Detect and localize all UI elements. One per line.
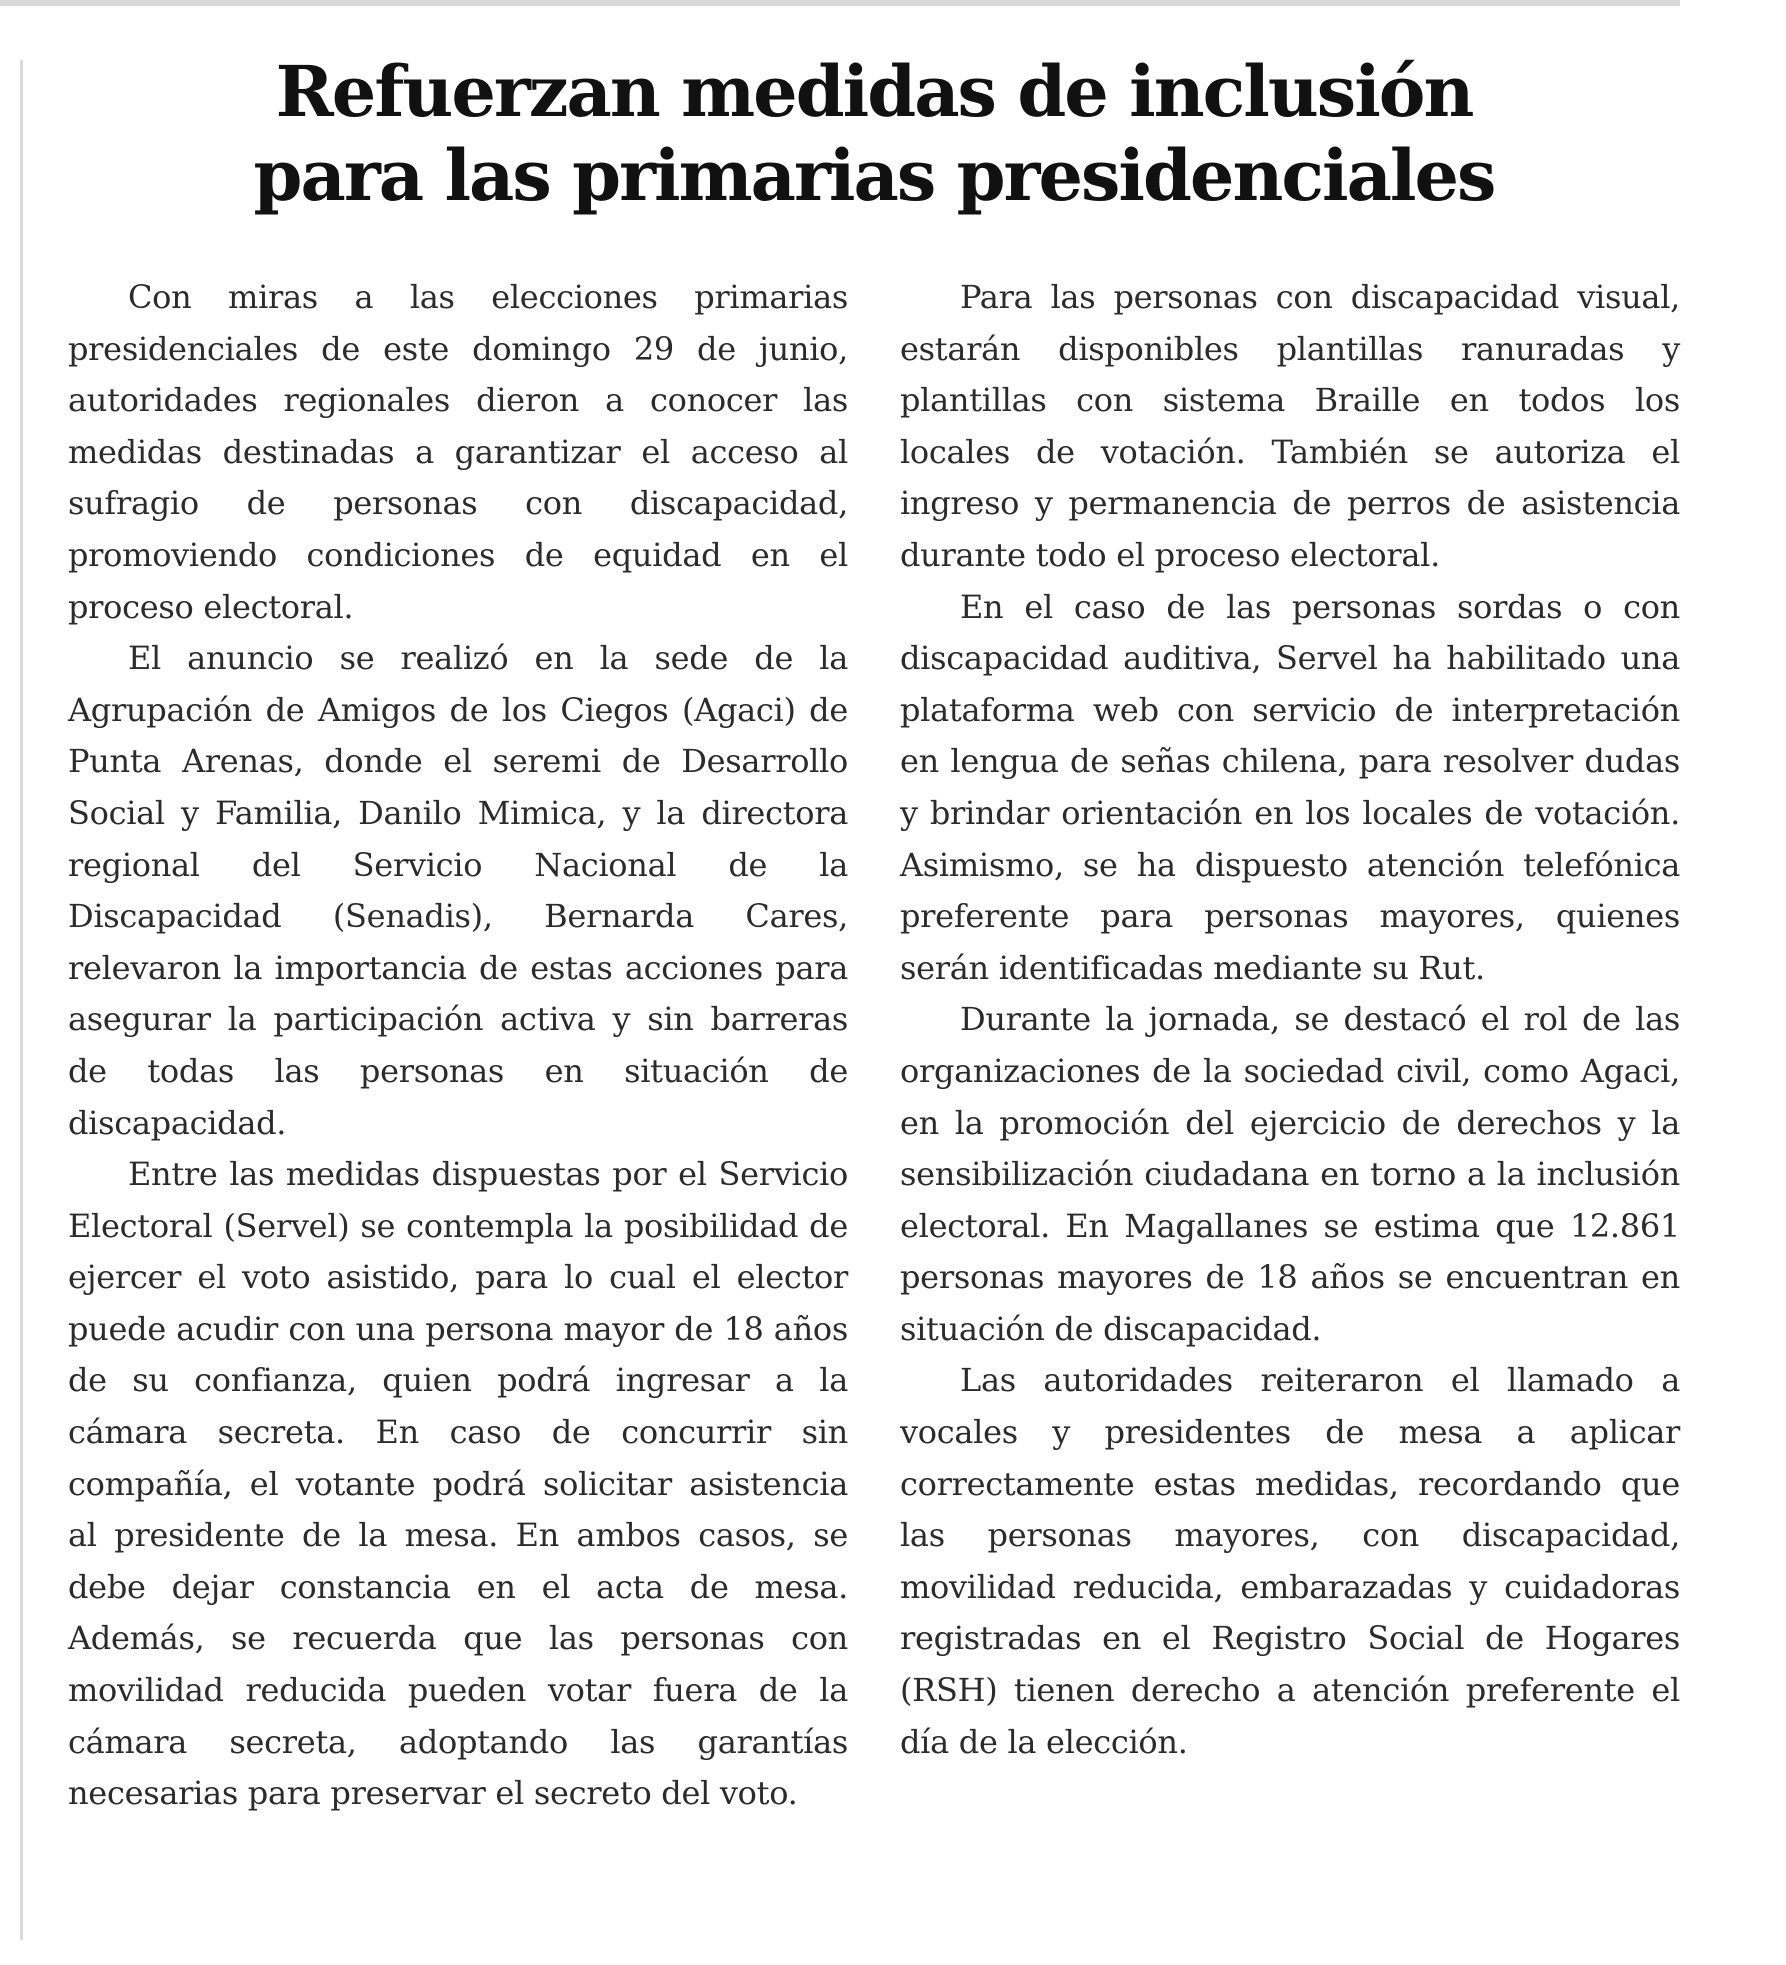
paragraph-1: Con miras a las elecciones primarias presidenciales de este domingo 29 de junio, autoridades regionales dieron a conocer las medidas destinadas a garantizar el acceso al sufragio de personas con discapacidad, promoviendo condiciones de equidad en el proceso electoral. <box>68 278 848 626</box>
paragraph-6: Durante la jornada, se destacó el rol de las organizaciones de la sociedad civil, como Agaci, en la promoción del ejercicio de derechos y la sensibilización ciudadana en torno a la inclusión electoral. En Magallanes se estima que 12.861 personas mayores de 18 años se encuentran en situación de discapacidad. <box>900 1000 1680 1348</box>
headline-line-2: para las primarias presidenciales <box>253 134 1495 217</box>
top-rule <box>0 0 1680 6</box>
paragraph-5: En el caso de las personas sordas o con discapacidad auditiva, Servel ha habilitado una plataforma web con servicio de interpretación en lengua de señas chilena, para resolver dudas y brindar orientación en los locales de votación. Asimismo, se ha dispuesto atención telefónica preferente para personas mayores, quienes serán identificadas mediante su Rut. <box>900 587 1680 987</box>
headline-line-1: Refuerzan medidas de inclusión <box>275 50 1473 133</box>
news-article <box>68 50 1680 1820</box>
article-headline <box>68 50 1680 218</box>
right-column <box>900 272 1680 1820</box>
article-body <box>68 272 1680 1820</box>
left-margin-rule <box>20 60 23 1940</box>
paragraph-3: Entre las medidas dispuestas por el Servicio Electoral (Servel) se contempla la posibilidad de ejercer el voto asistido, para lo cual el elector puede acudir con una persona mayor de 18 años de su confianza, quien podrá ingresar a la cámara secreta. En caso de concurrir sin compañía, el votante podrá solicitar asistencia al presidente de la mesa. En ambos casos, se debe dejar constancia en el acta de mesa. Además, se recuerda que las personas con movilidad reducida pueden votar fuera de la cámara secreta, adoptando las garantías necesarias para preservar el secreto del voto. <box>68 1155 848 1813</box>
paragraph-4: Para las personas con discapacidad visual, estarán disponibles plantillas ranuradas y plantillas con sistema Braille en todos los locales de votación. También se autoriza el ingreso y permanencia de perros de asistencia durante todo el proceso electoral. <box>900 278 1680 574</box>
paragraph-7: Las autoridades reiteraron el llamado a vocales y presidentes de mesa a aplicar correctamente estas medidas, recordando que las personas mayores, con discapacidad, movilidad reducida, embarazadas y cuidadoras registradas en el Registro Social de Hogares (RSH) tienen derecho a atención preferente el día de la elección. <box>900 1361 1680 1761</box>
left-column <box>68 272 848 1820</box>
paragraph-2: El anuncio se realizó en la sede de la Agrupación de Amigos de los Ciegos (Agaci) de Punta Arenas, donde el seremi de Desarrollo Social y Familia, Danilo Mimica, y la directora regional del Servicio Nacional de la Discapacidad (Senadis), Bernarda Cares, relevaron la importancia de estas acciones para asegurar la participación activa y sin barreras de todas las personas en situación de discapacidad. <box>68 639 848 1142</box>
